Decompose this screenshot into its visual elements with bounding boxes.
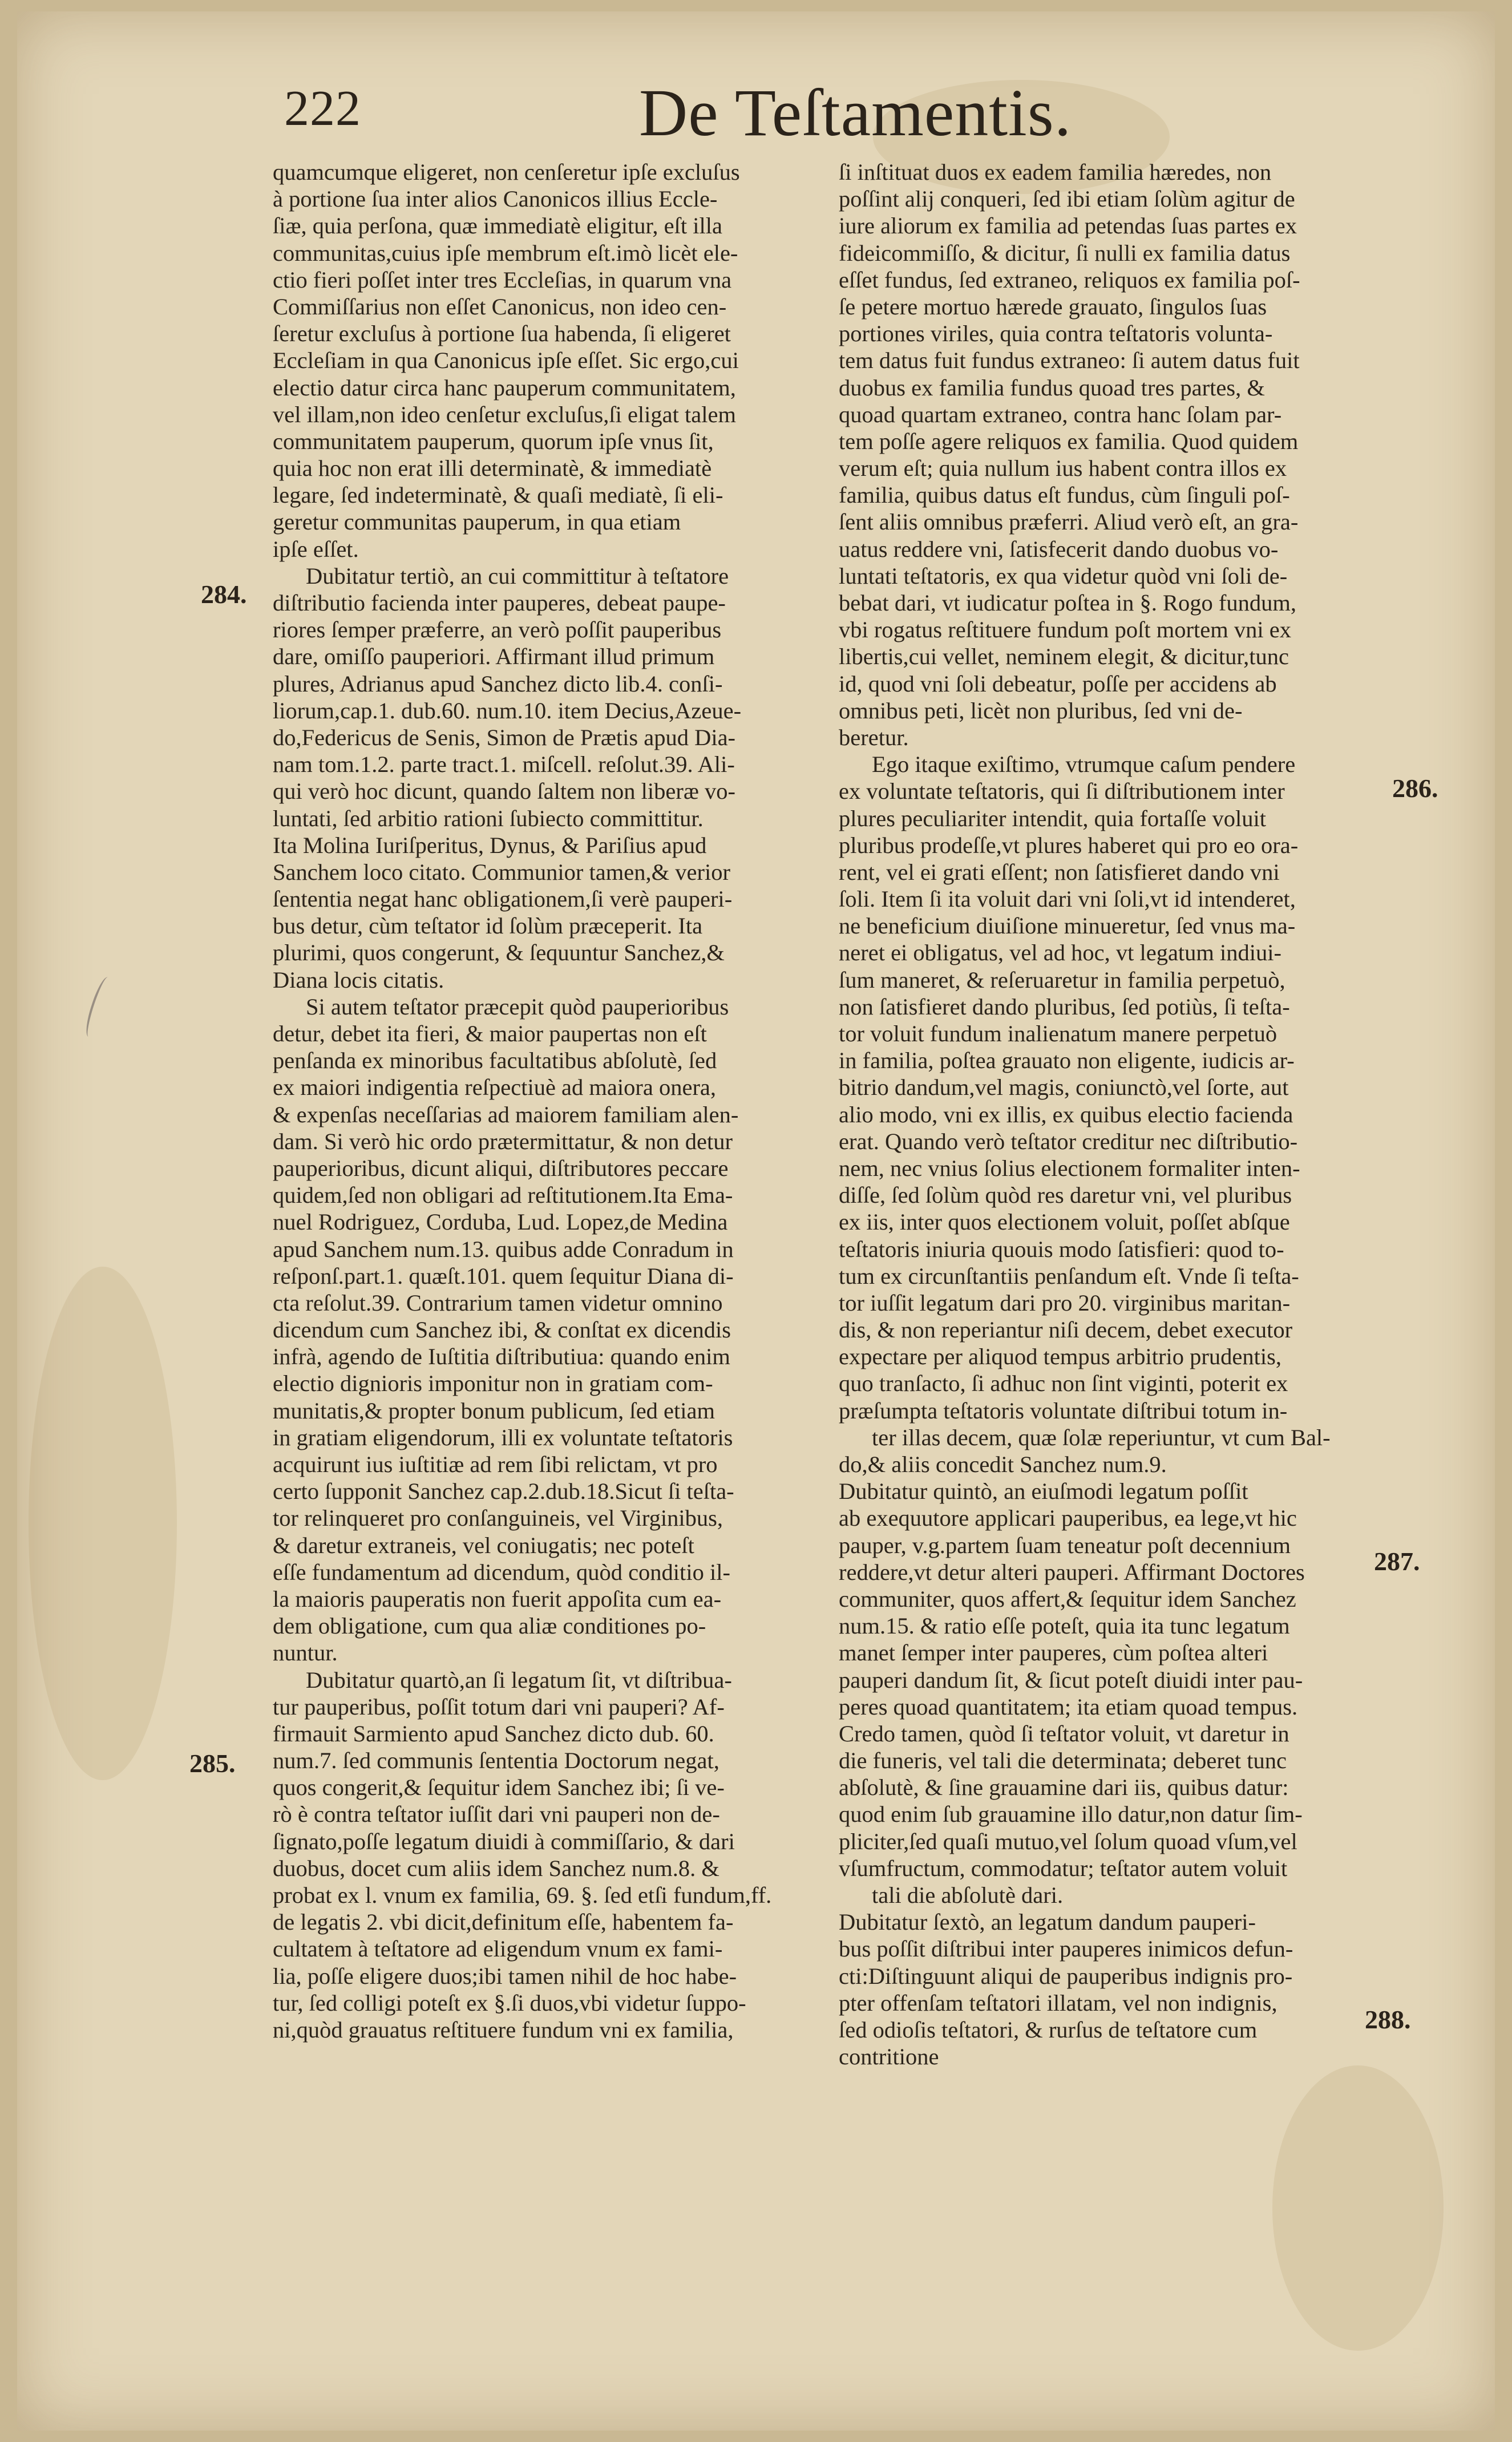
text-line: pauper, v.g.partem ſuam teneatur poſt decennium	[839, 1532, 1291, 1558]
text-line: neret ei obligatus, vel ad hoc, vt legatum indiui-	[839, 940, 1282, 966]
text-line: Eccleſiam in qua Canonicus ipſe eſſet. Sic ergo,cui	[273, 347, 739, 374]
paper-stain	[29, 1267, 177, 1780]
text-line: eſſe fundamentum ad dicendum, quòd conditio il-	[273, 1559, 730, 1585]
text-line: ipſe eſſet.	[273, 536, 359, 562]
text-line: cti:Diſtinguunt aliqui de pauperibus indignis pro-	[839, 1963, 1293, 1989]
text-line: qui verò hoc dicunt, quando ſaltem non liberæ vo-	[273, 778, 735, 804]
text-line: ni,quòd grauatus reſtituere fundum vni ex familia,	[273, 2016, 734, 2043]
text-line: ex iis, inter quos electionem voluit, poſſet abſque	[839, 1209, 1290, 1235]
text-line: nuel Rodriguez, Corduba, Lud. Lopez,de Medina	[273, 1209, 728, 1235]
text-line: infrà, agendo de Iuſtitia diſtributiua: quando enim	[273, 1344, 730, 1370]
text-line: quia hoc non erat illi determinatè, & immediatè	[273, 455, 712, 482]
text-line: bus detur, cùm teſtator id ſolùm præceperit. Ita	[273, 913, 703, 939]
text-line: à portione ſua inter alios Canonicos illius Eccle-	[273, 186, 718, 212]
text-line: dis, & non reperiantur niſi decem, debet executor	[839, 1317, 1293, 1343]
text-line: plures peculiariter intendit, quia fortaſſe voluit	[839, 805, 1267, 831]
text-line: ſum maneret, & reſeruaretur in familia perpetuò,	[839, 967, 1285, 993]
text-line: quod enim ſub grauamine illo datur,non datur ſim-	[839, 1801, 1303, 1828]
text-line: diſſe, ſed ſolùm quòd res daretur vni, vel pluribus	[839, 1182, 1292, 1208]
text-line: ſe petere mortuo hærede grauato, ſingulos ſuas	[839, 293, 1267, 320]
text-line: pliciter,ſed quaſi mutuo,vel ſolum quoad vſum,vel	[839, 1828, 1297, 1854]
text-line: peres quoad quantitatem; ita etiam quoad tempus.	[839, 1693, 1298, 1720]
text-line: ſignato,poſſe legatum diuidi à commiſſario, & dari	[273, 1828, 735, 1854]
text-line: dam. Si verò hic ordo prætermittatur, & non detur	[273, 1128, 733, 1154]
text-line: ctio fieri poſſet inter tres Eccleſias, in quarum vna	[273, 266, 732, 293]
text-line: cta reſolut.39. Contrarium tamen videtur omnino	[273, 1289, 723, 1316]
left-text-column	[273, 159, 820, 2043]
text-line: firmauit Sarmiento apud Sanchez dicto dub. 60.	[273, 1720, 714, 1746]
margin-number: 287.	[1374, 1547, 1420, 1576]
text-line: tor voluit fundum inalienatum manere perpetuò	[839, 1021, 1277, 1046]
text-line: bus poſſit diſtribui inter pauperes inimicos defun-	[839, 1936, 1293, 1962]
text-line: la maioris pauperatis non fuerit appoſita cum ea-	[273, 1586, 722, 1612]
margin-number: 286.	[1392, 774, 1438, 803]
text-line: quo tranſacto, ſi adhuc non ſint viginti, poterit ex	[839, 1370, 1288, 1397]
text-line: apud Sanchem num.13. quibus adde Conradum in	[273, 1236, 734, 1262]
text-line: non ſatisfieret dando pluribus, ſed potiùs, ſi teſta-	[839, 993, 1290, 1020]
text-line: acquirunt ius iuſtitiæ ad rem ſibi relictam, vt pro	[273, 1452, 718, 1477]
text-line: ex voluntate teſtatoris, qui ſi diſtributionem inter	[839, 778, 1285, 804]
text-line: Dubitatur quintò, an eiuſmodi legatum poſſit	[839, 1478, 1248, 1505]
text-line: electio datur circa hanc pauperum communitatem,	[273, 374, 736, 401]
text-line: rò è contra teſtator iuſſit dari vni pauperi non de-	[273, 1801, 720, 1828]
text-line: quidem,ſed non obligari ad reſtitutionem.Ita Ema-	[273, 1182, 733, 1208]
text-line: dare, omiſſo pauperiori. Affirmant illud primum	[273, 644, 715, 670]
text-line: eſſet fundus, ſed extraneo, reliquos ex familia poſ-	[839, 266, 1300, 293]
text-line: tur pauperibus, poſſit totum dari vni pauperi? Af-	[273, 1693, 725, 1720]
text-line: tem datus fuit fundus extraneo: ſi autem datus fuit	[839, 347, 1300, 374]
text-line: lia, poſſe eligere duos;ibi tamen nihil de hoc habe-	[273, 1963, 737, 1989]
text-line: communitas,cuius ipſe membrum eſt.imò licèt ele-	[273, 240, 738, 266]
text-line: tali die abſolutè dari.	[872, 1882, 1064, 1908]
running-title: De Teſtamentis.	[639, 75, 1072, 150]
text-line: poſſint alij conqueri, ſed ibi etiam ſolùm agitur de	[839, 186, 1295, 212]
text-line: contritione	[839, 2044, 939, 2070]
text-line: de legatis 2. vbi dicit,definitum eſſe, habentem fa-	[273, 1909, 734, 1935]
text-line: nuntur.	[273, 1640, 338, 1666]
text-line: beretur.	[839, 724, 909, 750]
text-line: ſent aliis omnibus præferri. Aliud verò eſt, an gra-	[839, 509, 1299, 535]
margin-number: 288.	[1365, 2005, 1411, 2034]
text-line: alio modo, vni ex illis, ex quibus electio facienda	[839, 1101, 1293, 1127]
text-line: tem poſſe agere reliquos ex familia. Quod quidem	[839, 428, 1299, 454]
text-line: uatus reddere vni, ſatisfecerit dando duobus vo-	[839, 536, 1279, 562]
text-line: ne beneficium diuiſione minueretur, ſed vnus ma-	[839, 913, 1296, 939]
text-line: Commiſſarius non eſſet Canonicus, non ideo cen-	[273, 293, 727, 320]
text-line: fideicommiſſo, & dicitur, ſi nulli ex familia datus	[839, 240, 1291, 266]
text-line: Ita Molina Iuriſperitus, Dynus, & Pariſius apud	[273, 832, 707, 858]
text-line: Ego itaque exiſtimo, vtrumque caſum pendere	[872, 751, 1296, 778]
text-line: plurimi, quos congerunt, & ſequuntur Sanchez,&	[273, 940, 725, 966]
text-line: vſumfructum, commodatur; teſtator autem voluit	[839, 1855, 1288, 1881]
text-line: duobus ex familia fundus quoad tres partes, &	[839, 374, 1265, 401]
text-line: ſeretur excluſus à portione ſua habenda, ſi eligeret	[273, 321, 731, 347]
text-line: nem, nec vnius ſolius electionem formaliter inten-	[839, 1155, 1300, 1181]
text-line: familia, quibus datus eſt fundus, cùm ſinguli poſ-	[839, 482, 1290, 508]
text-line: Si autem teſtator præcepit quòd pauperioribus	[306, 993, 729, 1020]
text-line: ſententia negat hanc obligationem,ſi verè pauperi-	[273, 886, 733, 912]
text-line: Dubitatur quartò,an ſi legatum ſit, vt diſtribua-	[306, 1667, 732, 1693]
text-line: Diana locis citatis.	[273, 967, 444, 993]
text-line: pauperi dandum ſit, & ſicut poteſt diuidi inter pau-	[839, 1667, 1303, 1693]
text-line: tor iuſſit legatum dari pro 20. virginibus maritan-	[839, 1289, 1291, 1316]
text-line: omnibus peti, licèt non pluribus, ſed vni de-	[839, 697, 1243, 723]
text-line: munitatis,& propter bonum publicum, ſed etiam	[273, 1397, 715, 1424]
text-line: quos congerit,& ſequitur idem Sanchez ibi; ſi ve-	[273, 1774, 725, 1801]
text-line: communitatem pauperum, quorum ipſe vnus ſit,	[273, 428, 714, 454]
text-line: reſponſ.part.1. quæſt.101. quem ſequitur Diana di-	[273, 1263, 734, 1289]
text-line: tum ex circunſtantiis penſandum eſt. Vnde ſi teſta-	[839, 1263, 1299, 1289]
text-line: geretur communitas pauperum, in qua etiam	[273, 509, 681, 535]
text-line: ſoli. Item ſi ita voluit dari vni ſoli,vt id intenderet,	[839, 886, 1296, 912]
text-line: quoad quartam extraneo, contra hanc ſolam par-	[839, 401, 1282, 427]
text-line: num.15. & ratio eſſe poteſt, quia ita tunc legatum	[839, 1613, 1290, 1639]
text-line: luntati teſtatoris, ex qua videtur quòd vni ſoli de-	[839, 563, 1288, 589]
text-line: & daretur extraneis, vel coniugatis; nec poteſt	[273, 1532, 694, 1558]
text-line: expectare per aliquod tempus arbitrio prudentis,	[839, 1344, 1281, 1370]
text-line: Dubitatur tertiò, an cui committitur à teſtatore	[306, 563, 729, 589]
text-line: ſi inſtituat duos ex eadem familia hæredes, non	[839, 159, 1272, 185]
text-line: certo ſupponit Sanchez cap.2.dub.18.Sicut ſi teſta-	[273, 1478, 734, 1505]
text-line: pluribus prodeſſe,vt plures haberet qui pro eo ora-	[839, 832, 1299, 858]
text-line: nam tom.1.2. parte tract.1. miſcell. reſolut.39. Ali-	[273, 751, 735, 778]
margin-number: 284.	[201, 580, 247, 609]
text-line: electio dignioris imponitur non in gratiam com-	[273, 1370, 713, 1397]
text-line: rent, vel ei grati eſſent; non ſatisfieret dando vni	[839, 859, 1280, 885]
text-line: communiter, quos affert,& ſequitur idem Sanchez	[839, 1586, 1296, 1612]
text-line: detur, debet ita fieri, & maior paupertas non eſt	[273, 1021, 707, 1046]
text-line: bitrio dandum,vel magis, coniunctò,vel ſorte, aut	[839, 1074, 1289, 1101]
text-line: ab exequutore applicari pauperibus, ea lege,vt hic	[839, 1505, 1297, 1531]
text-line: vel illam,non ideo cenſetur excluſus,ſi eligat talem	[273, 401, 736, 427]
text-line: ſed odioſis teſtatori, & rurſus de teſtatore cum	[839, 2016, 1258, 2043]
text-line: pauperioribus, dicunt aliqui, diſtributores peccare	[273, 1155, 729, 1181]
text-line: erat. Quando verò teſtator creditur nec diſtributio-	[839, 1128, 1298, 1154]
text-line: probat ex l. vnum ex familia, 69. §. ſed etſi fundum,ff.	[273, 1882, 772, 1908]
text-line: riores ſemper præferre, an verò poſſit pauperibus	[273, 617, 722, 643]
text-line: teſtatoris iniuria quouis modo ſatisfieri: quod to-	[839, 1236, 1284, 1262]
text-line: dicendum cum Sanchez ibi, & conſtat ex dicendis	[273, 1317, 731, 1343]
text-line: diſtributio facienda inter pauperes, debeat paupe-	[273, 590, 726, 616]
text-line: libertis,cui vellet, neminem elegit, & dicitur,tunc	[839, 644, 1289, 670]
text-line: ſiæ, quia perſona, quæ immediatè eligitur, eſt illa	[273, 213, 722, 239]
text-line: bebat dari, vt iudicatur poſtea in §. Rogo fundum,	[839, 590, 1296, 616]
text-line: in familia, poſtea grauato non eligente, iudicis ar-	[839, 1048, 1295, 1074]
text-line: duobus, docet cum aliis idem Sanchez num.8. &	[273, 1855, 719, 1881]
text-line: legare, ſed indeterminatè, & quaſi mediatè, ſi eli-	[273, 482, 723, 508]
text-line: num.7. ſed communis ſententia Doctorum negat,	[273, 1748, 719, 1774]
right-text-column	[839, 159, 1386, 2070]
text-line: manet ſemper inter pauperes, cùm poſtea alteri	[839, 1640, 1268, 1666]
paper-stain	[1272, 2065, 1444, 2351]
text-line: Dubitatur ſextò, an legatum dandum pauperi-	[839, 1909, 1256, 1935]
text-line: Sanchem loco citato. Communior tamen,& verior	[273, 859, 730, 885]
text-line: abſolutè, & ſine grauamine dari iis, quibus datur:	[839, 1774, 1289, 1801]
text-line: portiones viriles, quia contra teſtatoris volunta-	[839, 321, 1273, 347]
text-line: do,& aliis concedit Sanchez num.9.	[839, 1452, 1167, 1477]
text-line: do,Federicus de Senis, Simon de Prætis apud Dia-	[273, 724, 736, 750]
text-line: cultatem à teſtatore ad eligendum vnum ex fami-	[273, 1936, 723, 1962]
text-line: ex maiori indigentia reſpectiuè ad maiora onera,	[273, 1074, 717, 1101]
text-line: plures, Adrianus apud Sanchez dicto lib.4. conſi-	[273, 670, 723, 697]
page-number: 222	[284, 81, 361, 136]
text-line: in gratiam eligendorum, illi ex voluntate teſtatoris	[273, 1424, 733, 1450]
text-line: luntati, ſed arbitio rationi ſubiecto committitur.	[273, 805, 704, 831]
text-line: & expenſas neceſſarias ad maiorem familiam alen-	[273, 1101, 739, 1127]
text-line: liorum,cap.1. dub.60. num.10. item Decius,Azeue-	[273, 697, 742, 723]
text-line: dem obligatione, cum qua aliæ conditiones po-	[273, 1613, 706, 1639]
margin-number: 285.	[189, 1749, 236, 1778]
text-line: id, quod vni ſoli debeatur, poſſe per accidens ab	[839, 670, 1277, 697]
page-header	[0, 74, 1512, 148]
text-line: ter illas decem, quæ ſolæ reperiuntur, vt cum Bal-	[872, 1424, 1331, 1450]
text-line: vbi rogatus reſtituere fundum poſt mortem vni ex	[839, 617, 1291, 643]
text-line: Credo tamen, quòd ſi teſtator voluit, vt daretur in	[839, 1720, 1289, 1746]
text-line: verum eſt; quia nullum ius habent contra illos ex	[839, 455, 1287, 482]
text-line: iure aliorum ex familia ad petendas ſuas partes ex	[839, 213, 1297, 239]
text-line: præſumpta teſtatoris voluntate diſtribui totum in-	[839, 1397, 1288, 1424]
text-line: reddere,vt detur alteri pauperi. Affirmant Doctores	[839, 1559, 1305, 1585]
text-line: pter offenſam teſtatori illatam, vel non indignis,	[839, 1990, 1277, 2016]
text-line: penſanda ex minoribus facultatibus abſolutè, ſed	[273, 1048, 717, 1074]
text-line: tur, ſed colligi poteſt ex §.ſi duos,vbi videtur ſuppo-	[273, 1990, 746, 2016]
text-line: quamcumque eligeret, non cenſeretur ipſe excluſus	[273, 159, 740, 185]
text-line: die funeris, vel tali die determinata; deberet tunc	[839, 1748, 1287, 1774]
text-line: tor relinqueret pro conſanguineis, vel Virginibus,	[273, 1505, 723, 1531]
